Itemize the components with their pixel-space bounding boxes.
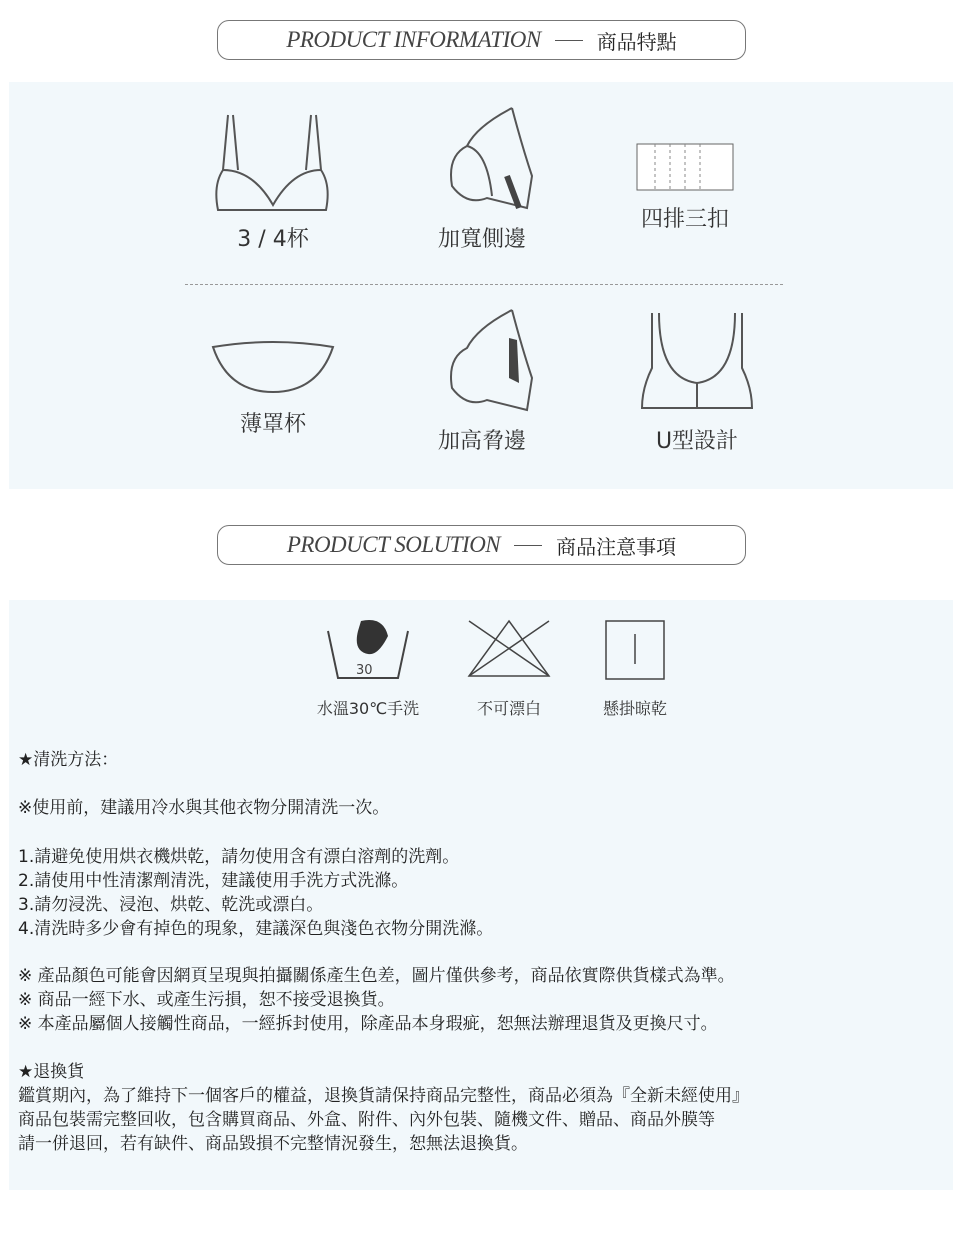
no-bleach-icon — [464, 616, 554, 682]
wash-item: 2.請使用中性清潔劑清洗，建議使用手洗方式洗滌。 — [18, 871, 409, 891]
feature-item — [607, 308, 787, 455]
feature-item — [392, 308, 572, 455]
feature-item — [595, 142, 775, 233]
returns-line: 請一併退回，若有缺件、商品毀損不完整情況發生，恕無法退換貨。 — [18, 1134, 528, 1154]
feature-item — [183, 110, 363, 253]
u-back-icon — [637, 308, 757, 414]
hang-dry-icon — [600, 616, 670, 682]
feature-label: 加高脅邊 — [437, 429, 526, 454]
thin-cup-icon — [208, 337, 338, 397]
header-zh: 商品注意事項 — [556, 534, 677, 559]
wash-title: ★清洗方法： — [18, 750, 119, 770]
hand-wash-icon — [323, 616, 413, 682]
care-label: 懸掛晾乾 — [602, 699, 667, 718]
returns-line: 商品包裝需完整回收，包含購買商品、外盒、附件、內外包裝、隨機文件、贈品、商品外膜等 — [18, 1110, 715, 1130]
three-quarter-cup-icon — [213, 110, 333, 212]
returns-title: ★退換貨 — [18, 1062, 85, 1082]
returns-line: 鑑賞期內，為了維持下一個客戶的權益，退換貨請保持商品完整性，商品必須為『全新未經使用』 — [18, 1086, 749, 1106]
divider — [555, 40, 583, 41]
feature-label: 薄罩杯 — [239, 412, 306, 437]
product-information-header — [217, 20, 746, 60]
hook-eye-icon — [635, 142, 735, 192]
header-en: PRODUCT SOLUTION — [286, 532, 501, 557]
dashed-separator — [185, 284, 783, 285]
feature-label: 3 / 4杯 — [237, 227, 309, 252]
wide-side-icon — [427, 106, 537, 212]
wash-item: 4.清洗時多少會有掉色的現象，建議深色與淺色衣物分開洗滌。 — [18, 919, 494, 939]
product-solution-header — [217, 525, 746, 565]
high-side-icon — [427, 308, 537, 414]
note: ※ 商品一經下水、或產生污損，恕不接受退換貨。 — [18, 990, 395, 1010]
feature-label: U型設計 — [655, 429, 739, 454]
care-hand-wash — [298, 616, 438, 719]
wash-pre: ※使用前，建議用冷水與其他衣物分開清洗一次。 — [18, 798, 390, 818]
note: ※ 本產品屬個人接觸性商品，一經拆封使用，除產品本身瑕疵，恕無法辦理退貨及更換尺寸。 — [18, 1014, 718, 1034]
header-zh: 商品特點 — [596, 29, 677, 54]
features-panel — [9, 82, 953, 489]
header-en: PRODUCT INFORMATION — [286, 27, 541, 52]
care-no-bleach — [439, 616, 579, 719]
divider — [514, 545, 542, 546]
care-hang-dry — [565, 616, 705, 719]
care-label: 不可漂白 — [476, 699, 541, 718]
note: ※ 產品顏色可能會因網頁呈現與拍攝關係產生色差，圖片僅供參考，商品依實際供貨樣式為準。 — [18, 966, 735, 986]
wash-item: 1.請避免使用烘衣機烘乾，請勿使用含有漂白溶劑的洗劑。 — [18, 847, 460, 867]
care-label: 水溫30℃手洗 — [316, 699, 420, 718]
svg-text:30: 30 — [356, 663, 373, 678]
feature-item — [183, 337, 363, 438]
feature-label: 加寬側邊 — [437, 227, 526, 252]
feature-label: 四排三扣 — [640, 207, 729, 232]
wash-item: 3.請勿浸洗、浸泡、烘乾、乾洗或漂白。 — [18, 895, 324, 915]
feature-item — [392, 106, 572, 253]
